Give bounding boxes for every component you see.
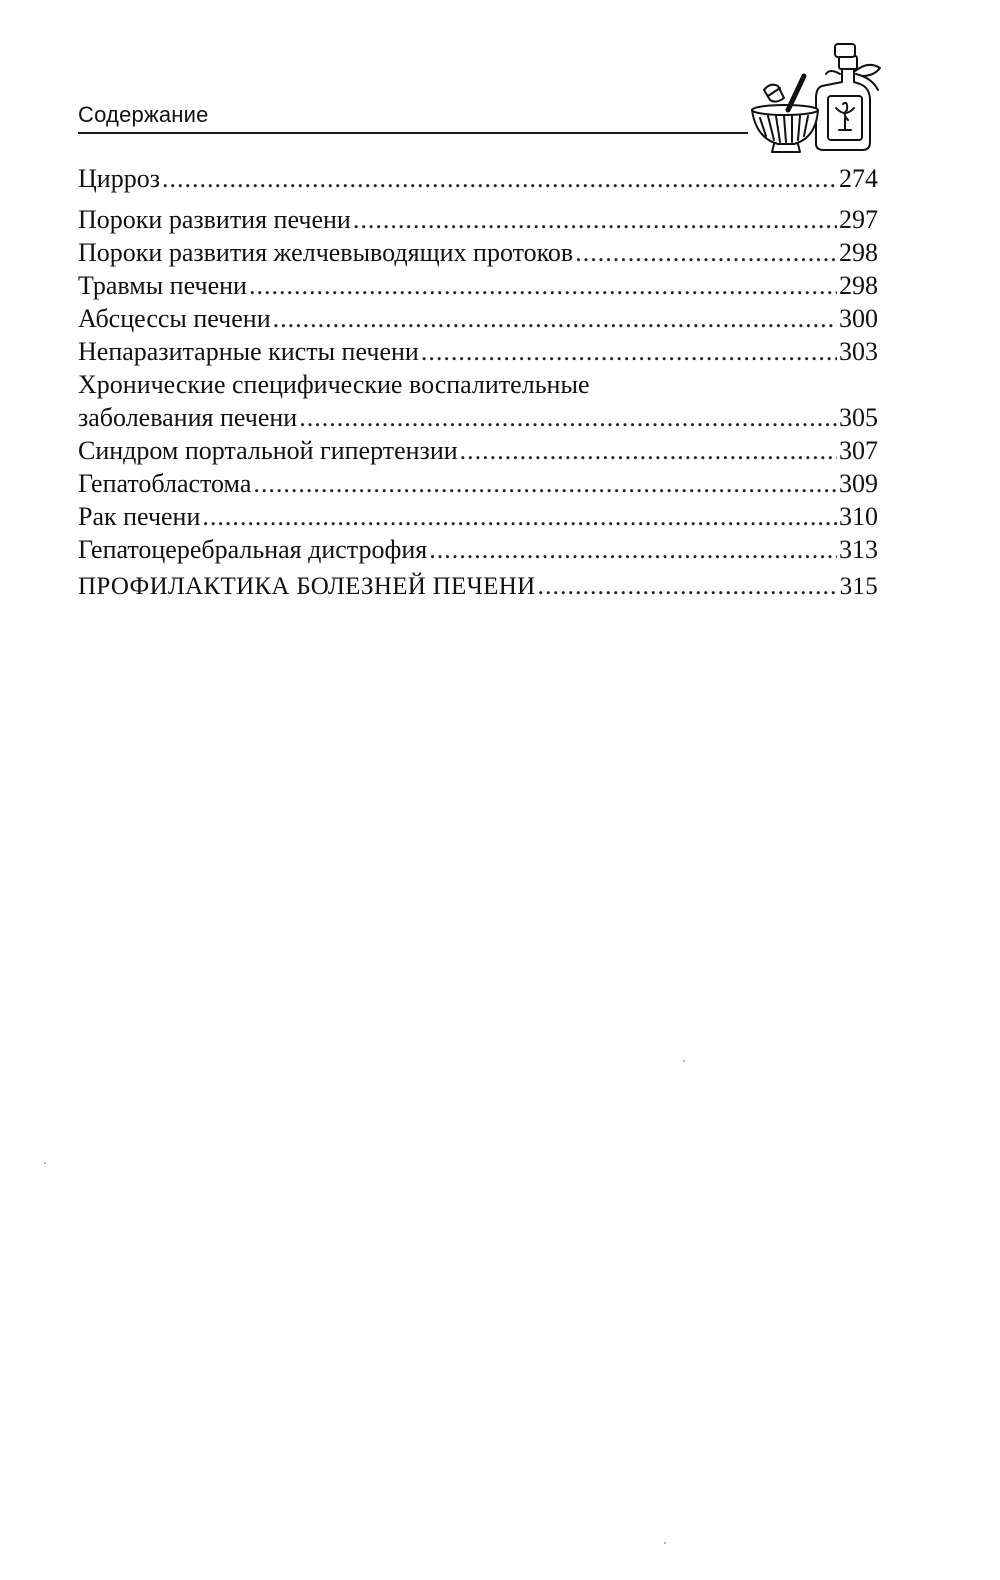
toc-entry[interactable] (78, 162, 878, 195)
toc-entry-title: Абсцессы печени (78, 304, 271, 333)
toc-entry-page: 303 (839, 337, 878, 366)
running-header (78, 98, 748, 134)
table-of-contents (78, 162, 878, 602)
toc-entry-title: ПРОФИЛАКТИКА БОЛЕЗНЕЙ ПЕЧЕНИ (78, 573, 536, 600)
toc-entry-title: Гепатобластома (78, 469, 252, 498)
scan-speck (44, 1162, 46, 1164)
toc-entry[interactable] (78, 533, 878, 566)
toc-entry[interactable] (78, 500, 878, 533)
toc-entry-page: 274 (839, 164, 878, 193)
dot-leader (421, 335, 837, 368)
toc-entry-title-line1: Хронические специфические воспалительные (78, 370, 590, 399)
toc-entry-title: Рак печени (78, 502, 201, 531)
dot-leader (162, 162, 837, 195)
toc-entry[interactable] (78, 203, 878, 236)
toc-entry-title-line2: заболевания печени (78, 403, 298, 432)
toc-entry-page: 310 (839, 502, 878, 531)
header-title: Содержание (78, 102, 209, 127)
toc-entry-page: 300 (839, 304, 878, 333)
toc-entry[interactable] (78, 467, 878, 500)
toc-entry[interactable] (78, 434, 878, 467)
toc-entry-continuation (78, 401, 878, 434)
pharmacy-mortar-bottle-icon (744, 38, 890, 156)
toc-entry-page: 298 (839, 271, 878, 300)
toc-entry-title: Непаразитарные кисты печени (78, 337, 419, 366)
toc-entry-page: 305 (839, 403, 878, 432)
toc-entry-page: 298 (839, 238, 878, 267)
dot-leader (575, 236, 837, 269)
toc-entry-page: 309 (839, 469, 878, 498)
toc-entry-title: Пороки развития желчевыводящих протоков (78, 238, 574, 267)
toc-entry[interactable] (78, 269, 878, 302)
toc-entry-title: Синдром портальной гипертензии (78, 436, 458, 465)
dot-leader (429, 533, 837, 566)
toc-entry[interactable] (78, 236, 878, 269)
dot-leader (273, 302, 837, 335)
toc-entry-page: 313 (839, 535, 878, 564)
dot-leader (249, 269, 837, 302)
toc-entry[interactable] (78, 335, 878, 368)
toc-entry-title: Цирроз (78, 164, 160, 193)
dot-leader (253, 467, 837, 500)
dot-leader (537, 569, 837, 602)
toc-entry-page: 307 (839, 436, 878, 465)
toc-entry-title: Пороки развития печени (78, 205, 351, 234)
toc-entry-page: 315 (839, 573, 878, 600)
dot-leader (299, 401, 837, 434)
toc-entry[interactable] (78, 302, 878, 335)
dot-leader (460, 434, 837, 467)
scan-speck (683, 1060, 685, 1062)
dot-leader (202, 500, 837, 533)
toc-entry-page: 297 (839, 205, 878, 234)
toc-entry-section[interactable] (78, 569, 878, 602)
toc-entry-title: Травмы печени (78, 271, 247, 300)
toc-entry[interactable] (78, 368, 878, 434)
dot-leader (353, 203, 837, 236)
toc-entry-title: Гепатоцеребральная дистрофия (78, 535, 428, 564)
scan-speck (664, 1542, 666, 1544)
